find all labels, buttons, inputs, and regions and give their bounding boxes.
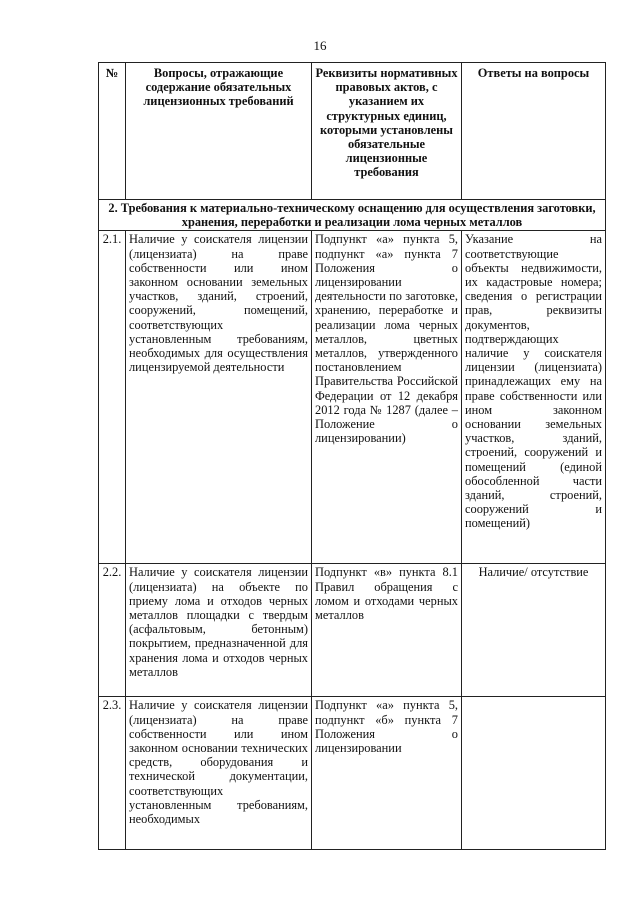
header-answers: Ответы на вопросы: [462, 63, 606, 200]
table-row: [99, 231, 606, 564]
row-question: Наличие у соискателя лицензии (лицензиата) на праве собственности или ином законном основании технических средств, оборудования и технической документации, соответствующих установленным требованиям, необходимых: [126, 697, 312, 850]
row-requisites: Подпункт «в» пункта 8.1 Правил обращения с ломом и отходами черных металлов: [312, 564, 462, 697]
section-row: [99, 200, 606, 231]
row-question: Наличие у соискателя лицензии (лицензиата) на праве собственности или ином законном основании земельных участков, зданий, строений, сооружений, помещений, соответствующих установленным требованиям, необходимых для осуществления лицензируемой деятельности: [126, 231, 312, 564]
license-requirements-table: [98, 62, 606, 850]
row-requisites: Подпункт «а» пункта 5, подпункт «а» пункта 7 Положения о лицензировании деятельности по заготовке, хранению, переработке и реализации лома черных металлов, цветных металлов, утвержденного постановлением Правительства Российской Федерации от 12 декабря 2012 года № 1287 (далее – Положение о лицензировании): [312, 231, 462, 564]
row-answer: Указание на соответствующие объекты недвижимости, их кадастровые номера; сведения о регистрации прав, реквизиты документов, подтверждающих наличие у соискателя лицензии (лицензиата) принадлежащих ему на праве собственности или ином законном основании земельных участков, зданий, строений, сооружений и помещений (единой обособленной части зданий, строений, сооружений и помещений): [462, 231, 606, 564]
row-requisites: Подпункт «а» пункта 5, подпункт «б» пункта 7 Положения о лицензировании: [312, 697, 462, 850]
row-answer: [462, 697, 606, 850]
header-questions: Вопросы, отражающие содержание обязательных лицензионных требований: [126, 63, 312, 200]
row-answer: Наличие/ отсутствие: [462, 564, 606, 697]
section-title: 2. Требования к материально-техническому оснащению для осуществления заготовки, хранения, переработки и реализации лома черных металлов: [99, 200, 606, 231]
table-header-row: [99, 63, 606, 200]
row-number: 2.2.: [99, 564, 126, 697]
table-row: [99, 564, 606, 697]
header-requisites: Реквизиты нормативных правовых актов, с указанием их структурных единиц, которыми установлены обязательные лицензионные требования: [312, 63, 462, 200]
table-row: [99, 697, 606, 850]
row-number: 2.1.: [99, 231, 126, 564]
row-number: 2.3.: [99, 697, 126, 850]
page-number: 16: [313, 38, 327, 53]
header-number: №: [99, 63, 126, 200]
row-question: Наличие у соискателя лицензии (лицензиата) на объекте по приему лома и отходов черных металлов площадки с твердым (асфальтовым, бетонным) покрытием, предназначенной для хранения лома и отходов черных металлов: [126, 564, 312, 697]
